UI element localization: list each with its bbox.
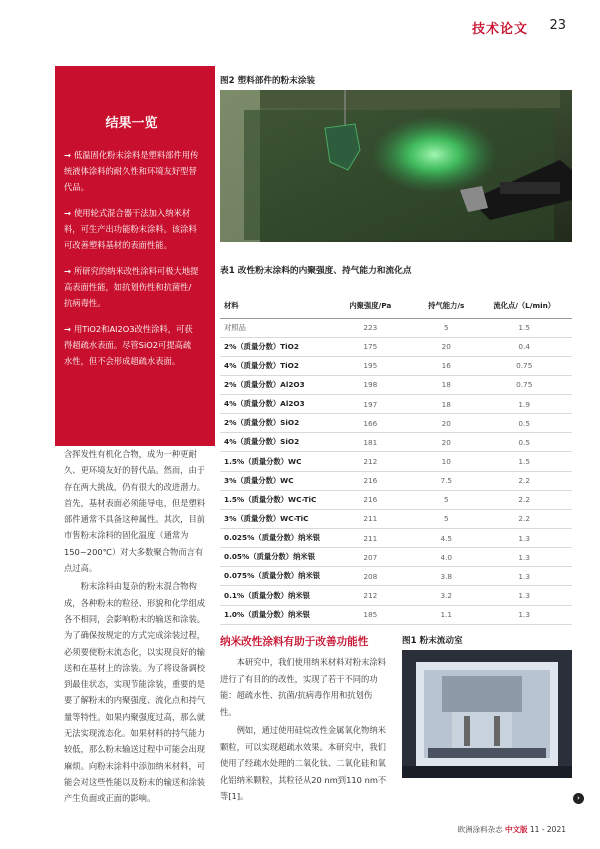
page-number: 23 (549, 18, 566, 33)
paragraph: 本研究中，我们使用纳米材料对粉末涂料进行了有目的的改性，实现了若干不同的功能：超疏水性、抗菌/抗病毒作用和抗划伤性。 (220, 657, 386, 717)
issue-label: 11 - 2021 (529, 825, 566, 834)
table-cell: 4.0 (416, 548, 476, 567)
table-cell: 211 (325, 509, 417, 528)
table-cell: 208 (325, 567, 417, 586)
figure2-photo (220, 90, 572, 242)
table-cell: 0.5 (476, 414, 572, 433)
table-cell: 18 (416, 395, 476, 414)
table-cell: 16 (416, 356, 476, 375)
summary-title: 结果一览 (105, 116, 158, 131)
column-header: 内聚强度/Pa (325, 294, 417, 318)
table-row (220, 395, 572, 414)
table-cell: 1.0%（质量分数）纳米银 (220, 605, 325, 624)
table-row (220, 414, 572, 433)
table-cell: 181 (325, 433, 417, 452)
table-row (220, 375, 572, 394)
table-cell: 211 (325, 529, 417, 548)
table-cell: 1.3 (476, 567, 572, 586)
table-cell: 216 (325, 471, 417, 490)
table-cell: 20 (416, 414, 476, 433)
table-row (220, 529, 572, 548)
table-cell: 4%（质量分数）SiO2 (220, 433, 325, 452)
table-cell: 4.5 (416, 529, 476, 548)
table-cell: 1.1 (416, 605, 476, 624)
table-row (220, 605, 572, 624)
table-row (220, 567, 572, 586)
table-cell: 20 (416, 337, 476, 356)
table-cell: 1.3 (476, 529, 572, 548)
summary-item: → 所研究的纳米改性涂料可极大地提高表面性能，如抗划伤性和抗菌性/抗病毒性。 (64, 266, 199, 308)
table-cell: 18 (416, 375, 476, 394)
table-cell: 4%（质量分数）TiO2 (220, 356, 325, 375)
table-cell: 0.75 (476, 375, 572, 394)
body-text-right (220, 654, 388, 807)
table-cell: 2.2 (476, 490, 572, 509)
table-cell: 3.8 (416, 567, 476, 586)
arrow-icon: → (64, 150, 71, 160)
properties-table (220, 294, 572, 625)
table-cell: 1.5%（质量分数）WC-TiC (220, 490, 325, 509)
section-title: 技术论文 (471, 22, 528, 37)
body-text-left (64, 446, 208, 809)
table-cell: 0.075%（质量分数）纳米银 (220, 567, 325, 586)
table-cell: 2%（质量分数）Al2O3 (220, 375, 325, 394)
table-cell: 207 (325, 548, 417, 567)
table-cell: 3%（质量分数）WC (220, 471, 325, 490)
table-cell: 197 (325, 395, 417, 414)
table-row (220, 318, 572, 337)
table-cell: 5 (416, 318, 476, 337)
table-cell: 5 (416, 509, 476, 528)
table-cell: 195 (325, 356, 417, 375)
table-cell: 对照品 (220, 318, 325, 337)
table-cell: 1.3 (476, 586, 572, 605)
table-cell: 2.2 (476, 471, 572, 490)
table-cell: 216 (325, 490, 417, 509)
arrow-icon: → (64, 266, 71, 276)
table-cell: 3%（质量分数）WC-TiC (220, 509, 325, 528)
summary-panel (64, 112, 199, 379)
table-cell: 0.75 (476, 356, 572, 375)
summary-item: → 使用轮式混合器干法加入纳米材料，可生产出功能粉末涂料。该涂料可改善塑料基材的表面性能。 (64, 208, 197, 250)
table-cell: 0.5 (476, 433, 572, 452)
table-cell: 1.5 (476, 318, 572, 337)
table-cell: 0.4 (476, 337, 572, 356)
table-row (220, 452, 572, 471)
journal-name: 欧洲涂料杂志 (457, 825, 503, 834)
next-page-icon[interactable]: › (573, 793, 584, 804)
table-row (220, 356, 572, 375)
table-cell: 212 (325, 586, 417, 605)
table-cell: 166 (325, 414, 417, 433)
table-cell: 4%（质量分数）Al2O3 (220, 395, 325, 414)
table-cell: 0.05%（质量分数）纳米银 (220, 548, 325, 567)
table-cell: 10 (416, 452, 476, 471)
table-cell: 20 (416, 433, 476, 452)
table-cell: 2.2 (476, 509, 572, 528)
table-row (220, 548, 572, 567)
table-row (220, 586, 572, 605)
column-header: 流化点/（L/min） (476, 294, 572, 318)
table1-title: 表1 改性粉末涂料的内聚强度、持气能力和流化点 (220, 266, 412, 276)
table-cell: 0.025%（质量分数）纳米银 (220, 529, 325, 548)
table-cell: 2%（质量分数）TiO2 (220, 337, 325, 356)
paragraph: 粉末涂料由复杂的粉末混合物构成，各种粉末的粒径、形貌和化学组成各不相同，会影响粉末的输送和涂装。为了确保按规定的方式完成涂装过程，必须要使粉末流态化，以实现良好的输送和在基材上的涂装。为了将设备调校到最佳状态，实现节能涂装，重要的是要了解粉末的内聚强度、流化点和持气量等特性。如果内聚强度过高，那么就无法实现流态化。如果材料的持气能力较低，那么粉末输送过程中可能会出现麻烦。向粉末涂料中添加纳米材料，可能会对这些性能以及粉末的输送和涂装产生负面或正面的影响。 (64, 581, 206, 804)
summary-item: → 低温固化粉末涂料是塑料部件用传统液体涂料的耐久性和环境友好型替代品。 (64, 150, 199, 192)
paragraph: 含挥发性有机化合物，成为一种更耐久、更环境友好的替代品。然而，由于存在两大挑战，仍有很大的改进潜力。首先，基材表面必须能导电，但是塑料部件通常不具备这种属性。其次，目前市售粉末涂料的固化温度（通常为150~200℃）对大多数聚合物而言有点过高。 (64, 449, 206, 574)
arrow-icon: → (64, 208, 71, 218)
summary-item: → 用TiO2和Al2O3改性涂料，可获得超疏水表面。尽管SiO2可提高疏水性，但不会形成超疏水表面。 (64, 324, 193, 366)
table-cell: 175 (325, 337, 417, 356)
table-cell: 1.3 (476, 605, 572, 624)
table-cell: 198 (325, 375, 417, 394)
table-cell: 7.5 (416, 471, 476, 490)
table-row (220, 471, 572, 490)
table-cell: 185 (325, 605, 417, 624)
table-row (220, 433, 572, 452)
paragraph: 例如，通过使用硅烷改性金属氧化物纳米颗粒，可以实现超疏水效果。本研究中，我们使用了经疏水处理的二氧化钛、二氧化硅和氧化铝纳米颗粒，其粒径从20 nm到110 nm不等[1]。 (220, 725, 387, 801)
column-header: 材料 (220, 294, 325, 318)
figure1-photo (402, 650, 572, 778)
figure2-caption: 图2 塑料部件的粉末涂装 (220, 76, 315, 86)
table-cell: 1.3 (476, 548, 572, 567)
table-cell: 1.5%（质量分数）WC (220, 452, 325, 471)
table-cell: 5 (416, 490, 476, 509)
table-cell: 1.9 (476, 395, 572, 414)
arrow-icon: → (64, 324, 71, 334)
edition-label: 中文版 (505, 825, 528, 834)
table-cell: 1.5 (476, 452, 572, 471)
figure1-caption: 图1 粉末流动室 (402, 636, 463, 646)
table-cell: 2%（质量分数）SiO2 (220, 414, 325, 433)
section-heading: 纳米改性涂料有助于改善功能性 (220, 636, 369, 648)
column-header: 持气能力/s (416, 294, 476, 318)
table-header-row (220, 294, 572, 318)
table-cell: 3.2 (416, 586, 476, 605)
table-cell: 212 (325, 452, 417, 471)
table-row (220, 490, 572, 509)
table-row (220, 509, 572, 528)
table-cell: 0.1%（质量分数）纳米银 (220, 586, 325, 605)
footer (458, 824, 566, 835)
table-row (220, 337, 572, 356)
table-cell: 223 (325, 318, 417, 337)
